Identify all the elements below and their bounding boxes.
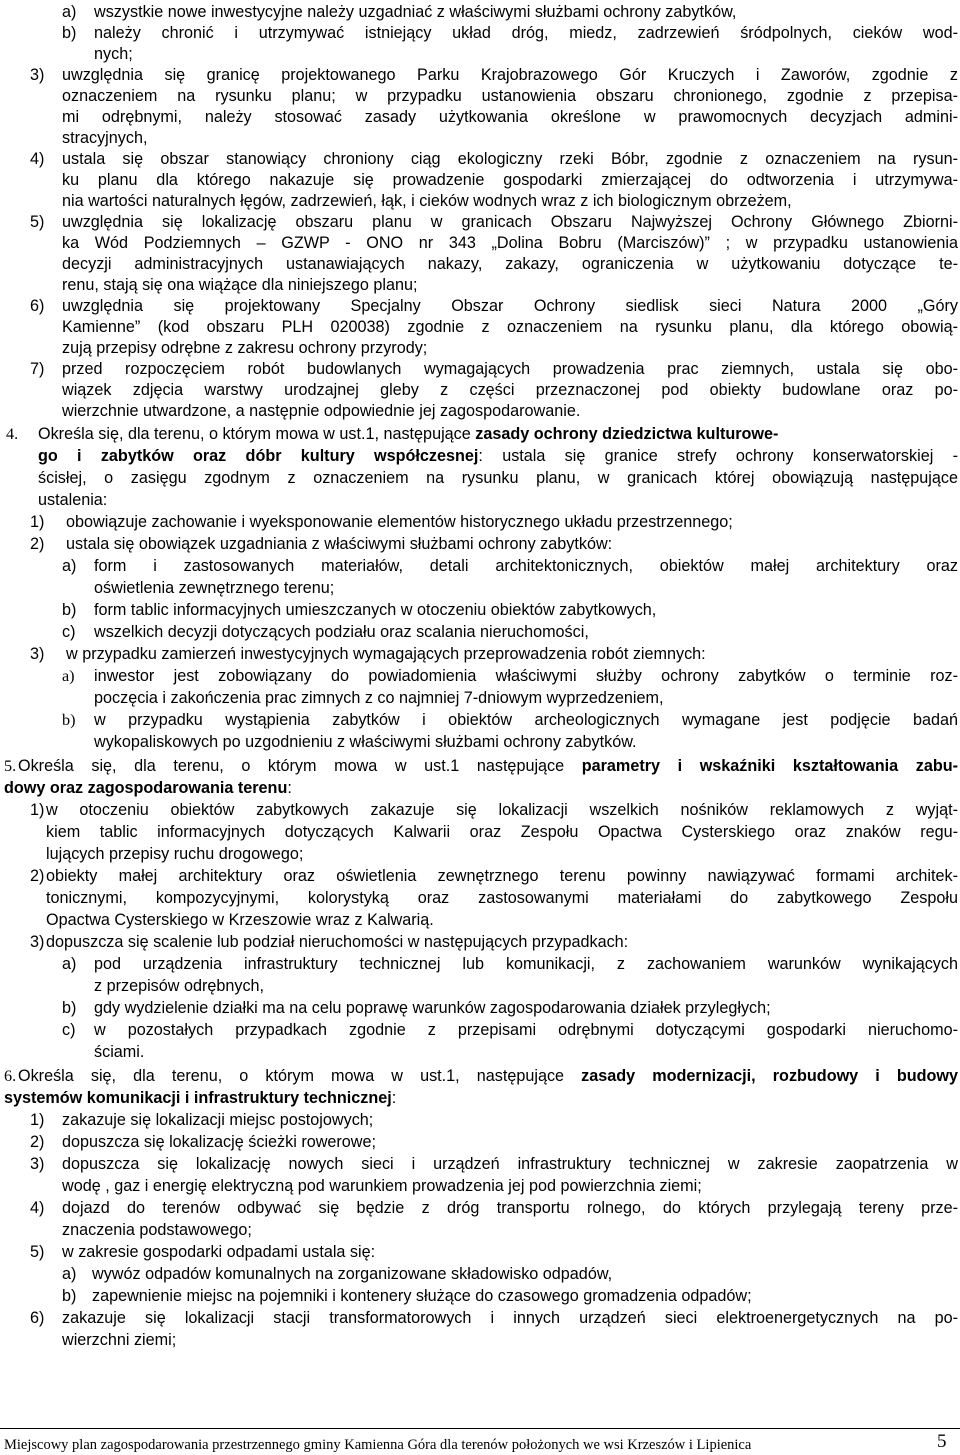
list-marker: 3)	[30, 1155, 45, 1173]
text-line	[94, 1020, 958, 1041]
text-run: uwzględnia się granicę projektowanego Parku Krajobrazowego Gór Kruczych i Zaworów, zgodnie z	[62, 66, 958, 84]
text-run: ka Wód Podziemnych – GZWP - ONO nr 343 „Dolina Bobru (Marciszów)” ; w przypadku ustanowienia	[62, 234, 958, 252]
text-line	[94, 23, 958, 44]
text-run: tonicznymi, kompozycyjnymi, kolorystyką oraz zastosowanymi materiałami do zabytkowego Zespołu	[46, 889, 958, 907]
text-line	[46, 866, 958, 887]
text-run: ustala się obszar stanowiący chroniony ciąg ekologiczny rzeki Bóbr, zgodnie z oznaczeniem na rysun-	[62, 150, 958, 168]
text-run: obiekty małej architektury oraz oświetlenia zewnętrznego terenu powinny nawiązywać formami architek-	[46, 867, 958, 885]
list-marker: b)	[62, 1287, 77, 1305]
text-run: gdy wydzielenie działki ma na celu poprawę warunków zagospodarowania działek przyległych;	[94, 999, 771, 1017]
list-marker: a)	[62, 1265, 77, 1283]
list-marker: 1)	[30, 513, 45, 531]
bold-text: zasady ochrony dziedzictwa kulturowe-	[475, 425, 779, 443]
list-marker: a)	[62, 955, 77, 973]
text-line	[62, 317, 958, 338]
text-line	[38, 424, 778, 445]
text-run: wierzchnie utwardzone, a następnie odpowiednie jej zagospodarowanie.	[62, 402, 581, 420]
text-line	[92, 1286, 752, 1307]
text-run: ustala się obowiązek uzgadniania z właściwymi służbami ochrony zabytków:	[66, 535, 613, 553]
list-marker: 5)	[30, 1243, 45, 1261]
footer-text: Miejscowy plan zagospodarowania przestrzennego gminy Kamienna Góra dla terenów położonych we wsi Krzeszów i Lipienica	[4, 1437, 752, 1453]
bold-text: zasady modernizacji, rozbudowy i budowy	[581, 1067, 958, 1085]
text-run: oznaczeniem na rysunku planu; w przypadku ustanowienia obszaru chronionego, zgodnie z przepisa-	[62, 87, 958, 105]
text-run: obowiązuje zachowanie i wyeksponowanie elementów historycznego układu przestrzennego;	[66, 513, 733, 531]
text-run: dopuszcza się scalenie lub podział nieruchomości w następujących przypadkach:	[46, 933, 629, 951]
list-marker: 1)	[30, 801, 45, 819]
text-line	[62, 149, 958, 170]
list-marker: 7)	[30, 360, 45, 378]
text-run: wykopaliskowych po uzgodnieniu z właściwymi służbami ochrony zabytków.	[94, 733, 637, 751]
list-marker: 3)	[30, 645, 45, 663]
text-run: ściami.	[94, 1043, 145, 1061]
text-run: dopuszcza się lokalizację ścieżki rowerowe;	[62, 1133, 376, 1151]
list-marker: 2)	[30, 867, 45, 885]
list-marker: 5.	[4, 757, 17, 775]
list-marker: a)	[62, 557, 77, 575]
text-run: Określa się, dla terenu, o którym mowa w ust.1, następujące	[38, 425, 476, 443]
text-run: w otoczeniu obiektów zabytkowych zakazuje się lokalizacji wszelkich nośników reklamowych z wyjąt-	[46, 801, 958, 819]
text-run: stracyjnych,	[62, 129, 148, 147]
list-marker: c)	[62, 1021, 76, 1039]
text-line	[62, 1154, 958, 1175]
text-run: :	[287, 779, 292, 797]
text-line	[38, 490, 107, 511]
text-line	[62, 1198, 958, 1219]
text-line	[94, 688, 664, 709]
bold-text: systemów komunikacji i infrastruktury technicznej	[4, 1089, 392, 1107]
text-run: Określa się, dla terenu, o którym mowa w ust.1, następujące	[18, 1067, 582, 1085]
list-marker: 3)	[30, 933, 45, 951]
text-run: kiem tablic informacyjnych dotyczących Kalwarii oraz Zespołu Opactwa Cysterskiego oraz znaków regu-	[46, 823, 958, 841]
text-line	[66, 644, 706, 665]
list-marker: a)	[62, 3, 77, 21]
text-run: w przypadku wystąpienia zabytków i obiektów archeologicznych wymagane jest podjęcie badań	[94, 711, 958, 729]
text-line	[62, 338, 427, 359]
text-line	[94, 1042, 144, 1063]
text-run: form i zastosowanych materiałów, detali architektonicznych, obiektów małej architektury oraz	[94, 557, 958, 575]
text-run: poczęcia i zakończenia prac zimnych z co najmniej 7-dniowym wyprzedzeniem,	[94, 689, 664, 707]
list-marker: 3)	[30, 66, 45, 84]
text-run: uwzględnia się lokalizację obszaru planu w granicach Obszaru Najwyższej Ochrony Głównego Zbiorni-	[62, 213, 958, 231]
text-line	[62, 296, 958, 317]
text-line	[62, 401, 580, 422]
list-marker: a)	[62, 667, 75, 685]
text-line	[62, 1176, 702, 1197]
text-line	[62, 107, 958, 128]
text-run: z przepisów odrębnych,	[94, 977, 265, 995]
text-line	[94, 578, 334, 599]
text-line	[94, 556, 958, 577]
text-run: nych;	[94, 45, 133, 63]
bold-text: dowy oraz zagospodarowania terenu	[4, 779, 288, 797]
list-marker: 6)	[30, 297, 45, 315]
text-line	[62, 359, 958, 380]
text-line	[18, 756, 958, 777]
text-line	[66, 512, 733, 533]
text-run: wodę , gaz i energię elektryczną pod warunkiem prowadzenia jej pod powierzchnia ziemi;	[62, 1177, 702, 1195]
text-run: lujących przepisy ruchu drogowego;	[46, 845, 304, 863]
text-run: Kamienne” (kod obszaru PLH 020038) zgodnie z oznaczeniem na rysunku planu, dla którego obowią-	[62, 318, 958, 336]
text-run: w zakresie gospodarki odpadami ustala się:	[62, 1243, 376, 1261]
list-marker: 5)	[30, 213, 45, 231]
text-run: zakazuje się lokalizacji stacji transformatorowych i innych urządzeń sieci elektroenergetycznych na po-	[62, 1309, 958, 1327]
text-line	[62, 1330, 176, 1351]
text-run: dopuszcza się lokalizację nowych sieci i urządzeń infrastruktury technicznej w zakresie zaopatrzenia w	[62, 1155, 958, 1173]
text-line	[62, 128, 147, 149]
page-number: 5	[937, 1431, 947, 1452]
list-marker: 2)	[30, 535, 45, 553]
text-line	[94, 976, 264, 997]
text-run: nia wartości naturalnych łęgów, zadrzewień, łąk, i cieków wodnych wraz z ich biologicznym obrzeżem,	[62, 192, 792, 210]
text-line	[62, 1220, 252, 1241]
text-line	[94, 622, 589, 643]
text-run: inwestor jest zobowiązany do powiadomienia właściwymi służby ochrony zabytków o terminie roz-	[94, 667, 958, 685]
text-run: oświetlenia zewnętrznego terenu;	[94, 579, 335, 597]
list-marker: 6.	[4, 1067, 17, 1085]
text-line	[66, 534, 612, 555]
text-run: pod urządzenia infrastruktury technicznej lub komunikacji, z zachowaniem warunków wynikających	[94, 955, 958, 973]
text-run: :	[391, 1089, 397, 1107]
footer-rule	[0, 1428, 960, 1429]
text-run: wierzchni ziemi;	[62, 1331, 177, 1349]
text-run: ścisłej, o zasięgu zgodnym z oznaczeniem na rysunku planu, w granicach której obowiązują następujące	[38, 469, 958, 487]
list-marker: 2)	[30, 1133, 45, 1151]
bold-text: parametry i wskaźniki kształtowania zabu-	[581, 757, 958, 775]
text-line	[62, 1132, 376, 1153]
text-line	[46, 932, 628, 953]
text-run: Określa się, dla terenu, o którym mowa w ust.1 następujące	[18, 757, 582, 775]
text-run: renu, stają się ona wiążące dla niniejszego planu;	[62, 276, 418, 294]
text-line	[4, 1088, 396, 1109]
text-line	[94, 2, 736, 23]
text-run: decyzji administracyjnych ustanawiających nakazy, zakazy, ograniczenia w użytkowaniu dotyczące te-	[62, 255, 958, 273]
text-run: wszelkich decyzji dotyczących podziału oraz scalania nieruchomości,	[94, 623, 589, 641]
text-run: przed rozpoczęciem robót budowlanych wymagających prowadzenia prac ziemnych, ustala się obo-	[62, 360, 958, 378]
bold-text: go i zabytków oraz dóbr kultury współczesnej	[38, 447, 479, 465]
text-run: : ustala się granice strefy ochrony konserwatorskiej -	[478, 447, 958, 465]
text-run: wszystkie nowe inwestycyjne należy uzgadniać z właściwymi służbami ochrony zabytków,	[94, 3, 737, 21]
text-line	[62, 233, 958, 254]
text-line	[94, 998, 771, 1019]
text-run: form tablic informacyjnych umieszczanych w otoczeniu obiektów zabytkowych,	[94, 601, 657, 619]
text-run: zapewnienie miejsc na pojemniki i kontenery służące do czasowego gromadzenia odpadów;	[92, 1287, 752, 1305]
text-line	[62, 380, 958, 401]
list-marker: 4)	[30, 150, 45, 168]
list-marker: b)	[62, 24, 77, 42]
text-run: zują przepisy odrębne z zakresu ochrony przyrody;	[62, 339, 428, 357]
text-line	[94, 732, 637, 753]
list-marker: 6)	[30, 1309, 45, 1327]
text-run: znaczenia podstawowego;	[62, 1221, 252, 1239]
text-run: uwzględnia się projektowany Specjalny Obszar Ochrony siedlisk sieci Natura 2000 „Góry	[62, 297, 958, 315]
text-line	[46, 844, 303, 865]
text-line	[46, 800, 958, 821]
text-run: ustalenia:	[38, 491, 108, 509]
text-run: zakazuje się lokalizacji miejsc postojowych;	[62, 1111, 374, 1129]
text-run: wywóz odpadów komunalnych na zorganizowane składowisko odpadów,	[92, 1265, 613, 1283]
text-line	[62, 254, 958, 275]
text-run: dojazd do terenów odbywać się będzie z dróg transportu rolnego, do których przylegają tereny prze-	[62, 1199, 958, 1217]
list-marker: 4)	[30, 1199, 45, 1217]
text-line	[62, 1242, 375, 1263]
text-line	[94, 666, 958, 687]
text-line	[18, 1066, 958, 1087]
list-marker: b)	[62, 999, 77, 1017]
list-marker: 4.	[6, 425, 19, 443]
text-line	[46, 822, 958, 843]
list-marker: b)	[62, 711, 76, 729]
text-run: należy chronić i utrzymywać istniejący układ dróg, miedz, zadrzewień śródpolnych, cieków wod-	[94, 24, 958, 42]
text-line	[62, 275, 417, 296]
text-line	[62, 212, 958, 233]
text-run: w pozostałych przypadkach zgodnie z przepisami odrębnymi dotyczącymi gospodarki nieruchomo-	[94, 1021, 958, 1039]
text-line	[94, 710, 958, 731]
text-line	[92, 1264, 612, 1285]
list-marker: c)	[62, 623, 76, 641]
text-line	[46, 910, 434, 931]
text-line	[62, 191, 792, 212]
text-run: w przypadku zamierzeń inwestycyjnych wymagających przeprowadzenia robót ziemnych:	[66, 645, 706, 663]
text-run: Opactwa Cysterskiego w Krzeszowie wraz z Kalwarią.	[46, 911, 434, 929]
text-line	[38, 468, 958, 489]
text-line	[46, 888, 958, 909]
text-line	[62, 86, 958, 107]
text-line	[62, 1110, 373, 1131]
text-line	[94, 600, 656, 621]
list-marker: b)	[62, 601, 77, 619]
text-line	[62, 65, 958, 86]
text-run: wiązek zdjęcia warstwy urodzajnej gleby z części przeznaczonej pod obiekty budowlane oraz po-	[62, 381, 958, 399]
text-line	[4, 778, 292, 799]
text-line	[62, 1308, 958, 1329]
text-line	[38, 446, 958, 467]
text-line	[62, 170, 958, 191]
list-marker: 1)	[30, 1111, 45, 1129]
text-run: mi odrębnymi, należy stosować zasady użytkowania określone w prawomocnych decyzjach admini-	[62, 108, 958, 126]
text-line	[94, 44, 133, 65]
text-run: ku planu dla którego nakazuje się prowadzenie gospodarki zmierzającej do odtworzenia i utrzymywa-	[62, 171, 958, 189]
text-line	[94, 954, 958, 975]
